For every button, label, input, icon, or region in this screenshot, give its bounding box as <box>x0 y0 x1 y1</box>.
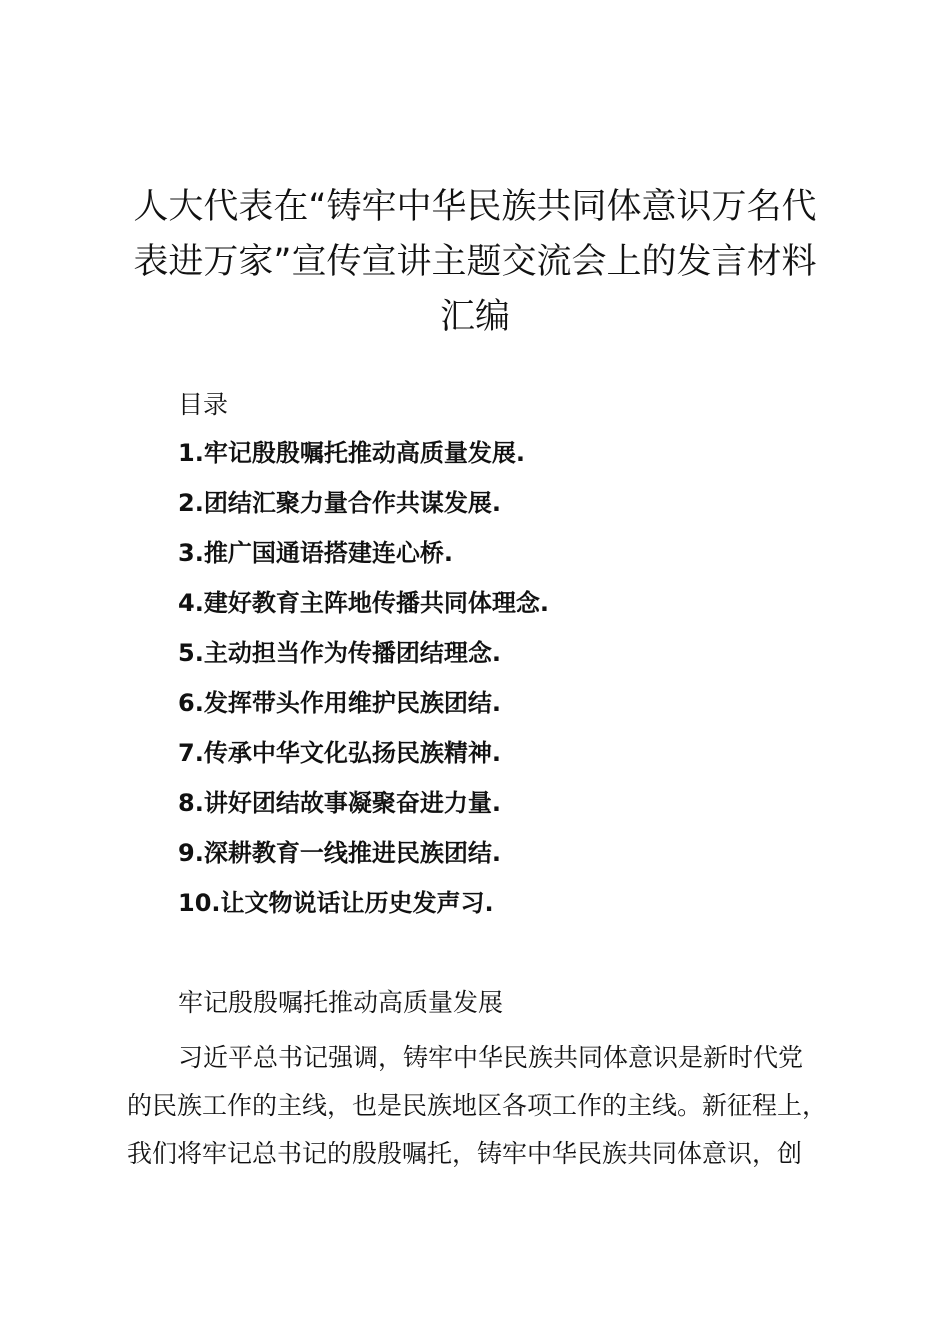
toc-item: 8.讲好团结故事凝聚奋进力量. <box>178 789 501 817</box>
toc-item: 9.深耕教育一线推进民族团结. <box>178 839 501 867</box>
document-title <box>110 180 840 345</box>
toc-item: 2.团结汇聚力量合作共谋发展. <box>178 489 501 517</box>
body-paragraph <box>127 1034 847 1178</box>
toc-item: 5.主动担当作为传播团结理念. <box>178 639 501 667</box>
body-line: 我们将牢记总书记的殷殷嘱托，铸牢中华民族共同体意识，创 <box>127 1139 803 1168</box>
body-line: 习近平总书记强调，铸牢中华民族共同体意识是新时代党 <box>178 1043 804 1072</box>
title-line: 表进万家”宣传宣讲主题交流会上的发言材料 <box>133 242 817 282</box>
table-of-contents <box>178 436 549 936</box>
section-title: 牢记殷殷嘱托推动高质量发展 <box>178 988 504 1017</box>
toc-item: 7.传承中华文化弘扬民族精神. <box>178 739 501 767</box>
title-line: 汇编 <box>439 297 510 337</box>
toc-item: 10.让文物说话让历史发声习. <box>178 889 494 917</box>
body-line: 的民族工作的主线，也是民族地区各项工作的主线。新征程上， <box>127 1091 828 1120</box>
toc-item: 3.推广国通语搭建连心桥. <box>178 539 453 567</box>
toc-item: 4.建好教育主阵地传播共同体理念. <box>178 589 549 617</box>
title-line: 人大代表在“铸牢中华民族共同体意识万名代 <box>133 187 817 227</box>
toc-item: 1.牢记殷殷嘱托推动高质量发展. <box>178 439 525 467</box>
toc-item: 6.发挥带头作用维护民族团结. <box>178 689 501 717</box>
toc-heading: 目录 <box>178 390 229 419</box>
